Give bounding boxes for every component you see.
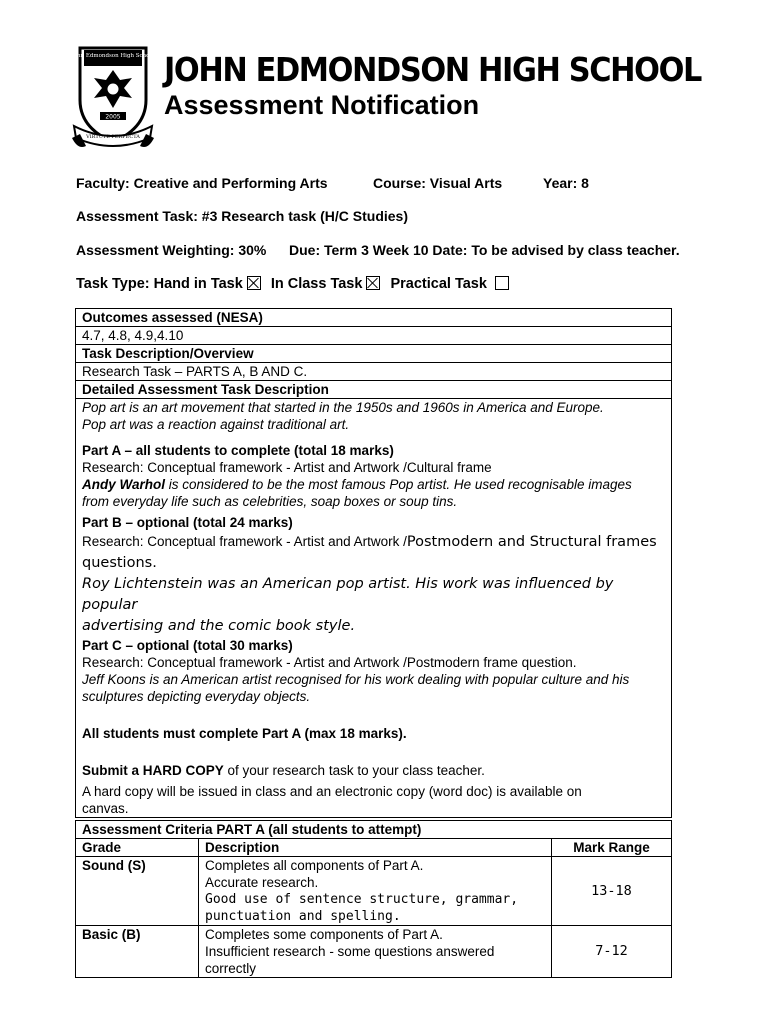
intro-line: Pop art was a reaction against traditional art. <box>82 417 350 432</box>
part-a-desc: is considered to be the most famous Pop artist. He used recognisable images <box>165 477 632 492</box>
mark-range-header: Mark Range <box>552 839 672 857</box>
submit-rest: of your research task to your class teacher. <box>223 763 485 778</box>
year: Year: 8 <box>543 175 589 191</box>
submit-hard-copy: Submit a HARD COPY <box>82 763 224 778</box>
description-line: Completes all components of Part A. <box>205 858 424 873</box>
all-students-note: All students must complete Part A (max 18 marks). <box>82 726 407 741</box>
hard-copy-note: A hard copy will be issued in class and an electronic copy (word doc) is available on <box>82 784 582 799</box>
part-a-heading: Part A – all students to complete (total 18 marks) <box>82 443 394 458</box>
description-cell <box>199 857 552 926</box>
crest-motto: VIRTUTE PERFECTA <box>86 134 140 140</box>
part-a-artist: Andy Warhol <box>82 477 166 492</box>
hard-copy-note: canvas. <box>82 801 129 816</box>
description-line: Good use of sentence structure, grammar, <box>205 892 519 907</box>
part-a-desc: from everyday life such as celebrities, soap boxes or soup tins. <box>82 494 458 509</box>
intro-line: Pop art is an art movement that started in the 1950s and 1960s in America and Europe. <box>82 400 604 415</box>
description-line: correctly <box>205 961 257 976</box>
due-date: Due: Term 3 Week 10 Date: To be advised by class teacher. <box>289 242 680 258</box>
criteria-heading: Assessment Criteria PART A (all students to attempt) <box>76 821 672 839</box>
overview-heading: Task Description/Overview <box>76 345 672 363</box>
part-a-research: Research: Conceptual framework - Artist and Artwork /Cultural frame <box>82 460 492 475</box>
description-line: Completes some components of Part A. <box>205 927 443 942</box>
outcomes-heading: Outcomes assessed (NESA) <box>76 309 672 327</box>
task-description-cell <box>76 399 672 818</box>
description-line: punctuation and spelling. <box>205 909 401 924</box>
document-title: Assessment Notification <box>164 90 480 120</box>
crest-text: John Edmondson High School <box>72 53 154 59</box>
task-type-label: Task Type: Hand in Task <box>76 276 243 292</box>
assessment-task: Assessment Task: #3 Research task (H/C Studies) <box>76 208 408 224</box>
part-c-desc: Jeff Koons is an American artist recognised for his work dealing with popular culture and his <box>82 672 630 687</box>
part-b-research: Postmodern and Structural frames <box>406 534 657 550</box>
mark-range-cell: 13-18 <box>552 857 672 926</box>
table-row <box>76 857 672 926</box>
description-line: Insufficient research - some questions answered <box>205 944 495 959</box>
description-cell <box>199 926 552 978</box>
mark-range-cell: 7-12 <box>552 926 672 978</box>
part-b-desc: advertising and the comic book style. <box>82 618 356 634</box>
grade-header: Grade <box>76 839 199 857</box>
detail-heading: Detailed Assessment Task Description <box>76 381 672 399</box>
part-b-research: Research: Conceptual framework - Artist and Artwork / <box>82 534 407 549</box>
school-crest <box>72 42 154 154</box>
practical-label: Practical Task <box>390 276 487 292</box>
grade-cell: Sound (S) <box>76 857 199 926</box>
part-c-desc: sculptures depicting everyday objects. <box>82 689 311 704</box>
hand-in-checkbox[interactable] <box>247 276 261 290</box>
task-table <box>75 308 672 818</box>
assessment-weighting: Assessment Weighting: 30% <box>76 242 267 258</box>
description-header: Description <box>199 839 552 857</box>
part-b-desc: Roy Lichtenstein was an American pop artist. His work was influenced by popular <box>82 576 614 613</box>
crest-year: 2005 <box>105 113 121 121</box>
in-class-checkbox[interactable] <box>366 276 380 290</box>
faculty-line <box>76 175 328 191</box>
in-class-label: In Class Task <box>270 276 363 292</box>
faculty: Faculty: Creative and Performing Arts <box>76 175 328 191</box>
part-c-research: Research: Conceptual framework - Artist and Artwork /Postmodern frame question. <box>82 655 577 670</box>
course: Course: Visual Arts <box>373 175 503 191</box>
grade-cell: Basic (B) <box>76 926 199 978</box>
outcomes-value: 4.7, 4.8, 4.9,4.10 <box>76 327 672 345</box>
part-b-heading: Part B – optional (total 24 marks) <box>82 515 293 530</box>
table-row <box>76 926 672 978</box>
school-name: JOHN EDMONDSON HIGH SCHOOL <box>164 50 701 89</box>
criteria-table <box>75 820 672 978</box>
practical-checkbox[interactable] <box>495 276 509 290</box>
part-b-research: questions. <box>82 555 157 571</box>
task-type-line <box>76 276 515 292</box>
description-line: Accurate research. <box>205 875 319 890</box>
part-c-heading: Part C – optional (total 30 marks) <box>82 638 293 653</box>
overview-value: Research Task – PARTS A, B AND C. <box>76 363 672 381</box>
